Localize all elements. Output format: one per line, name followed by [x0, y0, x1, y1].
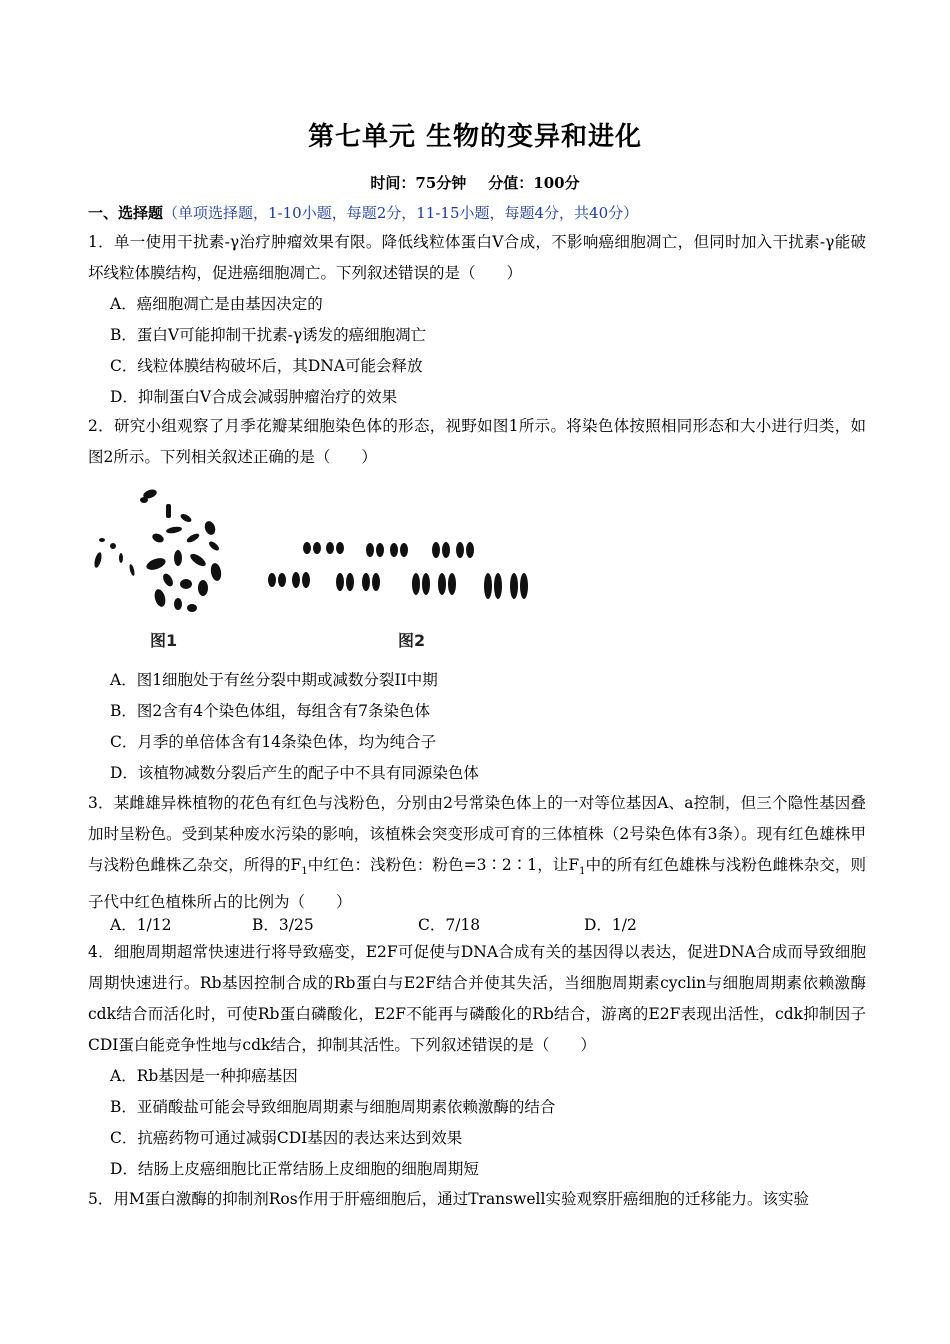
chromosome-image	[88, 480, 548, 620]
question-4-option-a: A．Rb基因是一种抑癌基因	[110, 1067, 298, 1085]
question-4-option-b: B．亚硝酸盐可能会导致细胞周期素与细胞周期素依赖激酶的结合	[110, 1098, 556, 1116]
question-3-option-d: D．1/2	[584, 916, 637, 934]
figure-2-karyotype	[268, 542, 528, 599]
question-2-option-a: A．图1细胞处于有丝分裂中期或减数分裂II中期	[110, 671, 438, 689]
question-3-stem-part-1: 3．某雌雄异株植物的花色有红色与浅粉色，分别由2号常染色体上的一对等位基因A、a控制，但三个隐性基因叠加时呈粉色。受到某种废水污染的影响，该植株会突变形成可育的三体植株（2号染色体有3条）。现有红色雄株甲与浅粉色雌株乙杂交，所得的F	[88, 794, 866, 874]
section-note: （单项选择题，1-10小题，每题2分，11-15小题，每题4分，共40分）	[163, 204, 639, 222]
question-3-subscript-1: 1	[301, 866, 308, 878]
exam-meta	[0, 172, 950, 193]
figure-1-chromosome-spread	[93, 488, 222, 612]
exam-time: 时间：75分钟	[370, 174, 467, 192]
figure-2-label: 图2	[398, 631, 426, 650]
question-4-option-d: D．结肠上皮癌细胞比正常结肠上皮细胞的细胞周期短	[110, 1160, 479, 1178]
question-3-stem-part-3: 中的所有红色雄株与浅粉色雌株杂交，则子代中红色植株所占的比例为（ ）	[88, 856, 866, 912]
question-2-option-d: D．该植物减数分裂后产生的配子中不具有同源染色体	[110, 764, 479, 782]
question-3-stem-part-2: 中红色：浅粉色：粉色=3∶2∶1，让F	[307, 856, 580, 874]
page-title: 第七单元 生物的变异和进化	[307, 122, 643, 152]
question-2-stem: 2．研究小组观察了月季花瓣某细胞染色体的形态，视野如图1所示。将染色体按照相同形态和大小进行归类，如图2所示。下列相关叙述正确的是（ ）	[88, 417, 866, 466]
question-1-option-d: D．抑制蛋白V合成会减弱肿瘤治疗的效果	[110, 388, 398, 406]
question-4-option-c: C．抗癌药物可通过减弱CDI基因的表达来达到效果	[110, 1129, 463, 1147]
question-3-option-c: C．7/18	[418, 916, 481, 934]
question-1-option-c: C．线粒体膜结构破坏后，其DNA可能会释放	[110, 357, 423, 375]
question-3-stem	[88, 788, 866, 918]
question-1-option-b: B．蛋白V可能抑制干扰素-γ诱发的癌细胞凋亡	[110, 326, 427, 344]
question-3-subscript-2: 1	[579, 866, 586, 878]
question-4-stem: 4．细胞周期超常快速进行将导致癌变，E2F可促使与DNA合成有关的基因得以表达，促进DNA合成而导致细胞周期快速进行。Rb基因控制合成的Rb蛋白与E2F结合并使其失活，当细胞周期素cyclin与细胞周期素依赖激酶cdk结合而活化时，可使Rb蛋白磷酸化，E2F不能再与磷酸化的Rb结合，游离的E2F表现出活性，cdk抑制因子CDI蛋白能竞争性地与cdk结合，抑制其活性。下列叙述错误的是（ ）	[88, 943, 866, 1054]
question-1-option-a: A．癌细胞凋亡是由基因决定的	[110, 295, 323, 313]
section-header	[88, 202, 638, 223]
question-1-stem: 1．单一使用干扰素-γ治疗肿瘤效果有限。降低线粒体蛋白V合成，不影响癌细胞凋亡，但同时加入干扰素-γ能破坏线粒体膜结构，促进癌细胞凋亡。下列叙述错误的是（ ）	[88, 233, 866, 282]
question-3-option-a: A．1/12	[110, 916, 172, 934]
exam-score: 分值：100分	[488, 174, 580, 192]
section-title: 一、选择题	[88, 204, 164, 222]
figure-1-label: 图1	[150, 631, 178, 650]
question-3-option-b: B．3/25	[252, 916, 314, 934]
question-2-option-c: C．月季的单倍体含有14条染色体，均为纯合子	[110, 733, 437, 751]
question-2-option-b: B．图2含有4个染色体组，每组含有7条染色体	[110, 702, 430, 720]
question-5-stem: 5．用M蛋白激酶的抑制剂Ros作用于肝癌细胞后，通过Transwell实验观察肝癌细胞的迁移能力。该实验	[88, 1190, 809, 1208]
chromosome-figure	[88, 480, 548, 650]
